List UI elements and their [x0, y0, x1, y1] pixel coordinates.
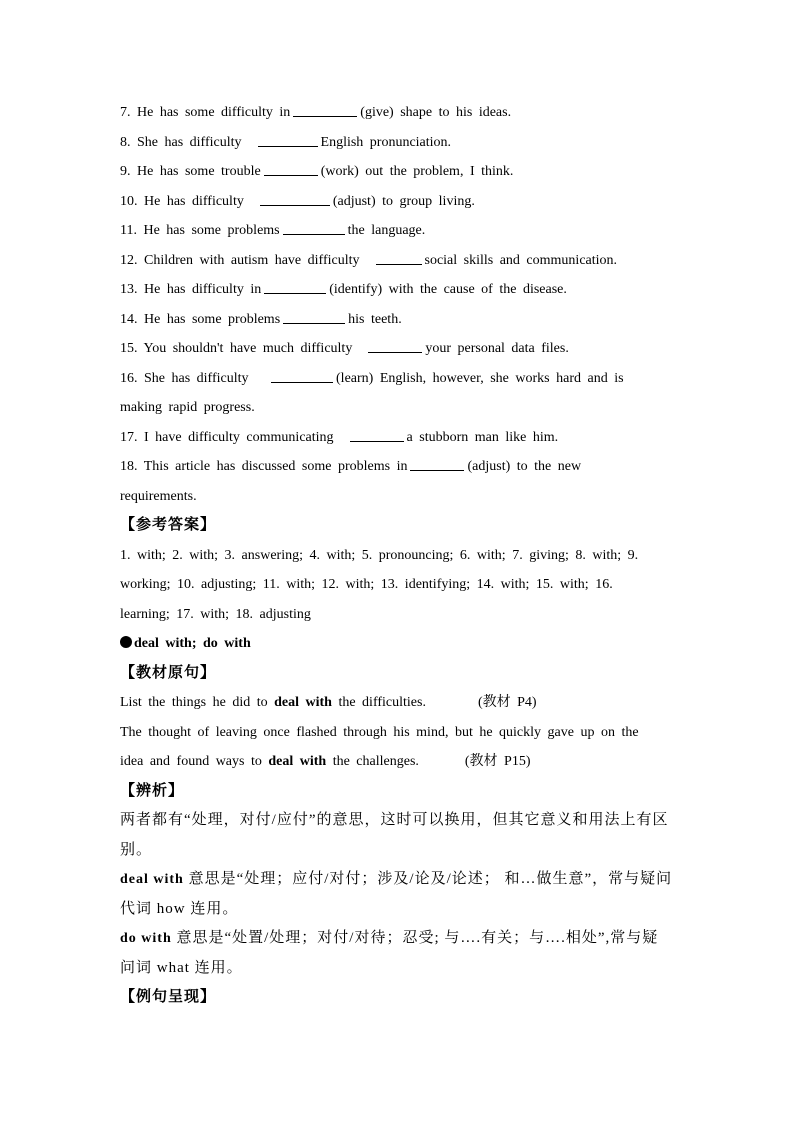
exercise-9	[120, 157, 673, 187]
key-phrase: deal with	[120, 872, 184, 887]
exercise-text: 10. He has difficulty	[120, 193, 244, 209]
answers-line: 1. with; 2. with; 3. answering; 4. with; 5. pronouncing; 6. with; 7. giving; 8. with; 9.	[120, 547, 639, 563]
exercise-text: (give) shape to his ideas.	[360, 105, 512, 120]
key-phrase: deal with	[268, 754, 327, 769]
exercise-text: a stubborn man like him.	[406, 429, 559, 445]
exercise-8	[120, 128, 673, 158]
answers-line: working; 10. adjusting; 11. with; 12. with; 13. identifying; 14. with; 15. with; 16.	[120, 577, 613, 592]
exercise-13	[120, 275, 673, 305]
exercise-15	[120, 334, 673, 364]
answer-blank[interactable]	[260, 191, 330, 206]
exercise-text: 16. She has difficulty	[120, 370, 249, 386]
exercise-7	[120, 98, 673, 128]
exercise-text: English pronunciation.	[320, 134, 452, 150]
textbook-sentence-2: The thought of leaving once flashed through his mind, but he quickly gave up on the	[120, 724, 639, 740]
exercise-text: 11. He has some problems	[120, 223, 280, 238]
sentence-text: List the things he did to	[120, 695, 275, 710]
answer-blank[interactable]	[264, 161, 318, 176]
exercise-text: (learn) English, however, she works hard and is	[336, 370, 624, 386]
answers-line: learning; 17. with; 18. adjusting	[120, 606, 311, 622]
document-page	[120, 98, 673, 1013]
exercise-18	[120, 452, 673, 482]
key-phrase: deal with	[274, 695, 332, 710]
answer-blank[interactable]	[264, 279, 326, 294]
source-reference: (教材 P4)	[477, 695, 537, 710]
exercise-text: 15. You shouldn't have much difficulty	[120, 341, 353, 356]
answer-blank[interactable]	[293, 102, 357, 117]
exercise-text: (adjust) to the new	[467, 459, 582, 474]
answer-blank[interactable]	[350, 427, 404, 442]
analysis-text: 意思是“处理；应付/对付；涉及/论及/论述； 和…做生意”，常与疑问代词 how 连用。	[120, 871, 673, 917]
bullet-icon	[120, 636, 132, 648]
answer-heading: 【参考答案】	[120, 517, 217, 533]
answer-blank[interactable]	[283, 309, 345, 324]
exercise-text: your personal data files.	[425, 341, 569, 356]
section-title	[120, 629, 673, 659]
exercise-text: 14. He has some problems	[120, 311, 281, 327]
exercise-text: social skills and communication.	[424, 252, 618, 268]
exercise-16-continued: making rapid progress.	[120, 400, 255, 415]
answer-blank[interactable]	[258, 132, 318, 147]
exercise-16	[120, 364, 673, 394]
examples-heading: 【例句呈现】	[120, 989, 217, 1005]
exercise-14	[120, 305, 673, 335]
analysis-deal-with	[120, 865, 673, 924]
section-title-text: deal with; do with	[134, 636, 251, 651]
answer-blank[interactable]	[271, 368, 333, 383]
exercise-text: 7. He has some difficulty in	[120, 105, 291, 120]
textbook-heading: 【教材原句】	[120, 664, 217, 681]
exercise-17	[120, 423, 673, 453]
exercise-text: 13. He has difficulty in	[120, 282, 262, 297]
source-reference: (教材 P15)	[464, 754, 531, 769]
sentence-text: the challenges.	[326, 754, 419, 769]
exercise-10	[120, 187, 673, 217]
analysis-heading: 【辨析】	[120, 782, 185, 799]
textbook-sentence-1	[120, 688, 673, 718]
answer-blank[interactable]	[283, 220, 345, 235]
analysis-do-with	[120, 924, 673, 983]
exercise-text: (work) out the problem, I think.	[320, 164, 514, 179]
exercise-11	[120, 216, 673, 246]
analysis-intro: 两者都有“处理，对付/应付”的意思，这时可以换用，但其它意义和用法上有区别。	[120, 812, 669, 858]
exercise-text: 12. Children with autism have difficulty	[120, 252, 360, 268]
textbook-sentence-2-continued	[120, 747, 673, 777]
exercise-18-continued: requirements.	[120, 488, 197, 504]
exercise-text: (identify) with the cause of the disease.	[329, 282, 567, 297]
exercise-text: the language.	[347, 223, 426, 238]
key-phrase: do with	[120, 931, 172, 946]
answer-blank[interactable]	[410, 456, 464, 471]
exercise-text: his teeth.	[348, 311, 402, 327]
answer-blank[interactable]	[368, 338, 422, 353]
exercise-text: 8. She has difficulty	[120, 134, 242, 150]
answer-blank[interactable]	[376, 250, 422, 265]
sentence-text: idea and found ways to	[120, 754, 269, 769]
analysis-text: 意思是“处置/处理；对付/对待；忍受; 与….有关；与….相处”,常与疑问词 what 连用。	[120, 930, 659, 976]
exercise-text: 9. He has some trouble	[120, 164, 261, 179]
exercise-text: (adjust) to group living.	[332, 193, 475, 209]
exercise-text: 18. This article has discussed some problems in	[120, 459, 408, 474]
sentence-text: the difficulties.	[331, 695, 426, 710]
exercise-text: 17. I have difficulty communicating	[120, 429, 334, 445]
exercise-12	[120, 246, 673, 276]
